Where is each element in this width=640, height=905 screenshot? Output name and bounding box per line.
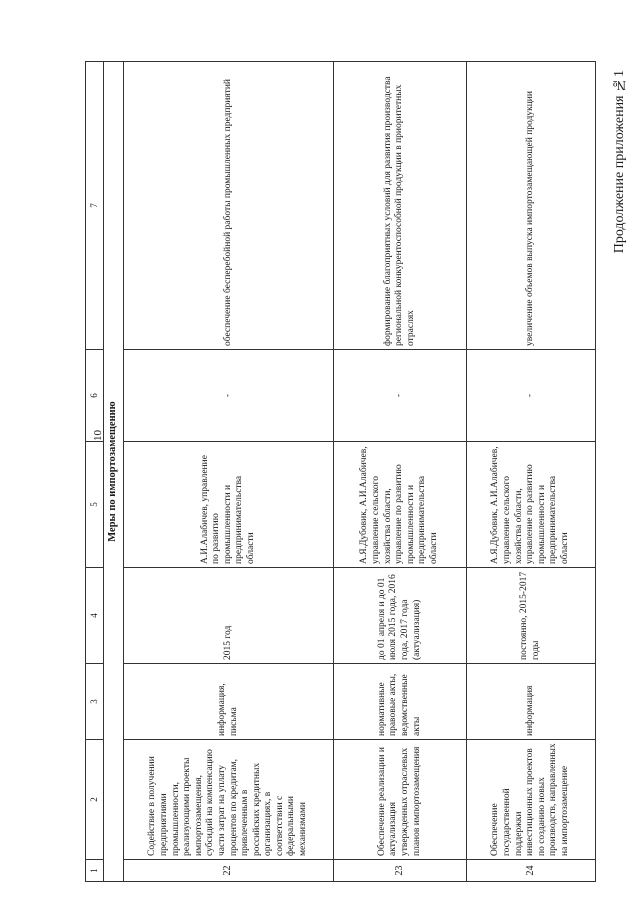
- col-header-5: 5: [86, 442, 104, 568]
- measure-cell: Содействие в получении предприятиями промышленности, реализующими проекты импортозамещения, субсидий на компенсацию части затрат на уплату процентов по кредитам, привлеченным в российских кредитных организациях, в соответствии с федеральными механизмами: [124, 740, 334, 860]
- col-header-2: 2: [86, 740, 104, 860]
- rotated-table-page: [85, 62, 605, 882]
- responsible-cell: А.Я.Дубовик, А.И.Алабичев, управление сельского хозяйства области, управление по развитию промышленности и предпринимательства области: [334, 442, 467, 568]
- row-number: 24: [467, 860, 596, 882]
- row-number: 23: [334, 860, 467, 882]
- responsible-cell: А.Я.Дубовик, А.И.Алабичев, управление сельского хозяйства области, управление по развитию промышленности и предпринимательства области: [467, 442, 596, 568]
- deadline-cell: до 01 апреля и до 01 июля 2015 года, 2016 года, 2017 года (актуализация): [334, 568, 467, 664]
- responsible-cell: А.И.Алабичев, управление по развитию промышленности и предпринимательства области: [124, 442, 334, 568]
- col-header-4: 4: [86, 568, 104, 664]
- form-cell: нормативные правовые акты, ведомственные акты: [334, 664, 467, 740]
- form-cell: информация: [467, 664, 596, 740]
- result-cell: обеспечение бесперебойной работы промышленных предприятий: [124, 62, 334, 350]
- measure-cell: Обеспечение реализации и актуализация утвержденных отраслевых планов импортозамещения: [334, 740, 467, 860]
- section-row: [104, 62, 124, 882]
- deadline-cell: 2015 год: [124, 568, 334, 664]
- continuation-title: Продолжение приложения №1: [612, 70, 627, 254]
- col-header-1: 1: [86, 860, 104, 882]
- deadline-cell: постоянно, 2015-2017 годы: [467, 568, 596, 664]
- col-header-3: 3: [86, 664, 104, 740]
- col6-cell: -: [124, 350, 334, 442]
- table-row: [124, 62, 334, 882]
- col-header-6: 6: [86, 350, 104, 442]
- form-cell: информация, письма: [124, 664, 334, 740]
- row-number: 22: [124, 860, 334, 882]
- col-header-7: 7: [86, 62, 104, 350]
- page-number: 10: [92, 430, 104, 441]
- measures-table: [85, 61, 596, 882]
- result-cell: увеличение объемов выпуска импортозамещающей продукции: [467, 62, 596, 350]
- table-row: [334, 62, 467, 882]
- col6-cell: -: [467, 350, 596, 442]
- section-title: Меры по импортозамещению: [104, 62, 124, 882]
- measure-cell: Обеспечение государственной поддержки инвестиционных проектов по созданию новых производств, направленных на импортозамещение: [467, 740, 596, 860]
- result-cell: формирование благоприятных условий для развития производства региональной конкурентоспособной продукции в приоритетных отраслях: [334, 62, 467, 350]
- header-row: [86, 62, 104, 882]
- table-row: [467, 62, 596, 882]
- col6-cell: -: [334, 350, 467, 442]
